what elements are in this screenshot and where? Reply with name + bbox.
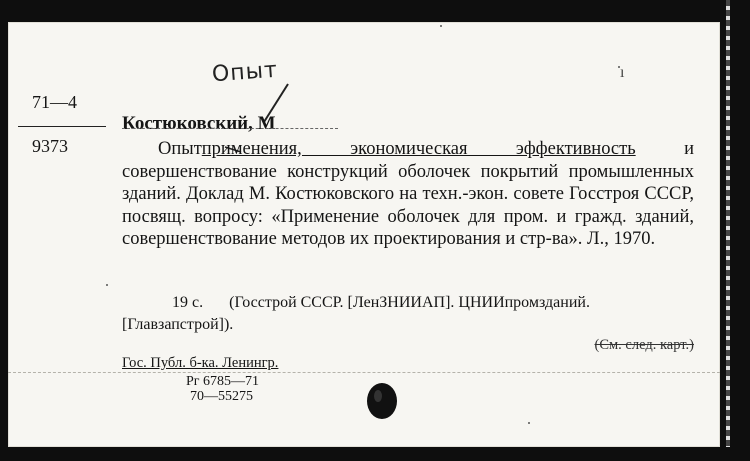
author-heading: Костюковский, М bbox=[122, 113, 276, 134]
handwritten-note: Опыт bbox=[211, 57, 279, 88]
inventory-number: 9373 bbox=[32, 136, 68, 156]
description-rest: и совершенствование конструкций оболочек покрытий промышленных зданий. Доклад М. Костюковского на техн.-экон. совете Госстроя СССР, посвящ. вопросу: «Применение оболочек для пром. и гражд. зданий, совершенствование методов их проектирования и стр-ва». Л., 1970. bbox=[122, 139, 694, 249]
scan-speck bbox=[440, 25, 442, 27]
print-run-number: 70—55275 bbox=[190, 389, 253, 404]
author-dotted-rule bbox=[122, 128, 338, 129]
classification-rule bbox=[18, 126, 106, 127]
publication-details bbox=[122, 292, 694, 336]
see-next-card: (См. след. карт.) bbox=[594, 337, 694, 353]
scan-border-bottom bbox=[0, 447, 750, 461]
corner-marker: ı bbox=[620, 64, 625, 81]
card-dotted-separator bbox=[8, 372, 720, 373]
description-start: Опыт bbox=[158, 139, 202, 159]
order-number: Рг 6785—71 bbox=[186, 374, 260, 389]
punch-hole bbox=[360, 376, 404, 424]
scan-speck bbox=[106, 284, 108, 286]
scan-speck bbox=[528, 422, 530, 424]
page-count: 19 с. bbox=[172, 294, 204, 311]
print-shop: Гос. Публ. б-ка. Ленингр. bbox=[122, 355, 279, 371]
scan-border-left bbox=[0, 0, 8, 461]
bibliographic-description bbox=[122, 138, 694, 251]
description-underlined: применения, экономическая эффективность bbox=[201, 139, 636, 159]
scan-border-right bbox=[720, 0, 750, 461]
classification-number: 71—4 bbox=[32, 92, 77, 112]
publishing-organizations: (Госстрой СССР. [ЛенЗНИИАП]. ЦНИИпромзданий. [Главзапстрой]). bbox=[122, 294, 590, 333]
scan-border-top bbox=[0, 0, 750, 22]
